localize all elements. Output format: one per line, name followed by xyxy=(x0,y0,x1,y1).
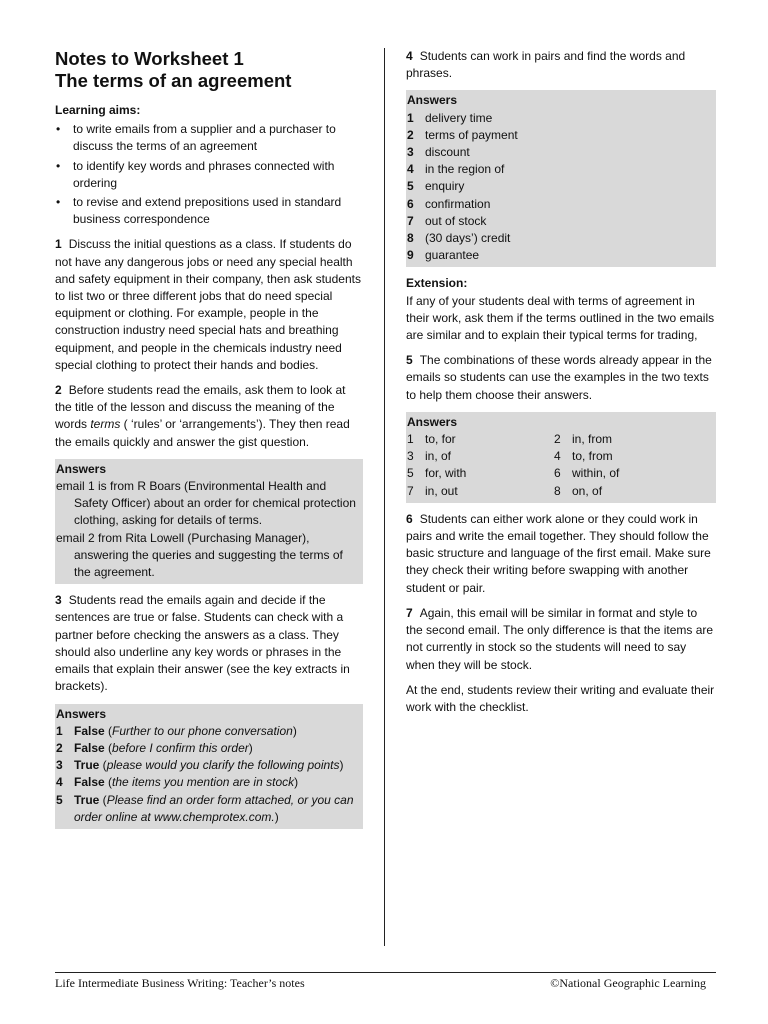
section-number: 3 xyxy=(55,593,62,608)
answer-value: True xyxy=(74,758,100,773)
section-text: The combinations of these words already appear in the emails so students can use the examples in the two texts to help them choose their answers. xyxy=(406,353,712,402)
answers-box-5 xyxy=(406,412,716,503)
answer-text: in, out xyxy=(425,483,458,498)
answer-number: 3 xyxy=(56,758,63,773)
aim-text: to identify key words and phrases connected with ordering xyxy=(73,158,335,190)
answer-text: in the region of xyxy=(425,162,505,177)
section-2-paragraph xyxy=(55,382,363,451)
answer-text: to, for xyxy=(425,432,456,447)
answer-row xyxy=(407,161,714,178)
answer-cell xyxy=(407,448,554,465)
answer-row xyxy=(407,483,714,500)
answer-extract: before I confirm this order xyxy=(112,740,249,755)
answers-box-4 xyxy=(406,90,716,267)
answer-number: 6 xyxy=(554,466,561,481)
answer-number: 8 xyxy=(407,231,414,246)
answer-email-1: email 1 is from R Boars (Environmental Health and Safety Officer) about an order for chemical protection clothing, asking for details of terms. xyxy=(56,479,356,528)
answers-heading: Answers xyxy=(56,706,107,721)
answer-row xyxy=(407,196,714,213)
answer-number: 1 xyxy=(407,110,414,125)
section-text: Students can work in pairs and find the words and phrases. xyxy=(406,49,686,81)
section-number: 1 xyxy=(55,237,62,252)
answer-text: in, from xyxy=(572,432,613,447)
answer-cell xyxy=(407,483,554,500)
section-number: 6 xyxy=(406,511,413,526)
answer-text: to, from xyxy=(572,449,613,464)
answer-number: 8 xyxy=(554,483,561,498)
bullet-icon: • xyxy=(56,122,61,137)
answer-number: 2 xyxy=(407,127,414,142)
answers-heading: Answers xyxy=(407,414,458,429)
closing-paragraph: At the end, students review their writing and evaluate their work with the checklist. xyxy=(406,682,715,714)
section-text: Students read the emails again and decide if the sentences are true or false. Students can check with a partner before checking the answers as a class. They should also underline any key words or phrases in the emails that explain their answer (see the key extracts in brackets). xyxy=(55,593,350,694)
answers-heading: Answers xyxy=(407,93,458,108)
answer-email-2: email 2 from Rita Lowell (Purchasing Manager), answering the queries and suggesting the terms of the agreement. xyxy=(56,530,343,580)
list-item xyxy=(55,194,363,228)
answer-number: 7 xyxy=(407,213,414,228)
answer-row xyxy=(407,431,714,448)
answer-number: 5 xyxy=(407,179,414,194)
section-number: 5 xyxy=(406,353,413,368)
answer-text: guarantee xyxy=(425,248,480,263)
section-4-paragraph xyxy=(406,48,716,82)
section-7-paragraph xyxy=(406,605,716,674)
answer-cell xyxy=(554,448,701,465)
answer-bracket: ) xyxy=(339,758,344,773)
answer-row xyxy=(407,178,714,195)
answer-text: delivery time xyxy=(425,110,493,125)
answers-heading: Answers xyxy=(56,461,107,476)
answer-extract: the items you mention are in stock xyxy=(112,775,295,790)
answer-cell xyxy=(554,465,701,482)
section-5-paragraph xyxy=(406,352,716,404)
answer-text: within, of xyxy=(572,466,620,481)
answer-value: False xyxy=(74,775,105,790)
title-line-2: The terms of an agreement xyxy=(55,70,292,91)
answer-bracket: ( xyxy=(104,775,113,790)
answer-row xyxy=(407,213,714,230)
answer-text: terms of payment xyxy=(425,127,518,142)
section-3-paragraph xyxy=(55,592,363,695)
answer-row xyxy=(407,110,714,127)
left-column xyxy=(55,48,363,837)
answer-text: in, of xyxy=(425,449,452,464)
extension-heading: Extension: xyxy=(406,276,468,291)
page-title xyxy=(55,48,363,92)
answer-text: enquiry xyxy=(425,179,465,194)
answer-number: 2 xyxy=(56,740,63,755)
section-number: 2 xyxy=(55,383,62,398)
answer-text: confirmation xyxy=(425,196,491,211)
answer-number: 3 xyxy=(407,145,414,160)
answer-row xyxy=(56,757,361,774)
answer-row xyxy=(407,144,714,161)
answer-row xyxy=(56,723,361,740)
answer-number: 9 xyxy=(407,248,414,263)
section-1-paragraph xyxy=(55,236,363,374)
answer-text: for, with xyxy=(425,466,467,481)
aim-text: to revise and extend prepositions used in standard business correspondence xyxy=(73,195,342,227)
section-text: ( ‘rules’ or ‘arrangements’). They then read the emails quickly and answer the gist question. xyxy=(55,417,350,449)
section-text: Before students read the emails, ask them to look at the title of the lesson and discuss the meaning of the words xyxy=(55,383,346,432)
answer-number: 1 xyxy=(56,723,63,738)
section-6-paragraph xyxy=(406,511,716,597)
section-number: 4 xyxy=(406,49,413,63)
answer-value: False xyxy=(74,723,105,738)
learning-aims-list xyxy=(55,121,363,228)
answer-bracket: ( xyxy=(99,758,107,773)
emphasis-term: terms xyxy=(90,417,121,432)
answer-bracket: ) xyxy=(294,775,299,790)
answer-number: 3 xyxy=(407,449,414,464)
answer-number: 5 xyxy=(56,792,63,807)
answer-row xyxy=(56,740,361,757)
answer-value: True xyxy=(74,792,100,807)
extension-paragraph: If any of your students deal with terms of agreement in their work, ask them if the terms outlined in the two emails are similar and to explain their typical terms for trading, xyxy=(406,293,715,343)
learning-aims-heading: Learning aims: xyxy=(55,103,141,117)
answer-bracket: ( xyxy=(104,740,113,755)
answer-text: (30 days’) credit xyxy=(425,231,511,246)
answer-number: 4 xyxy=(407,162,414,177)
answer-row xyxy=(56,774,361,791)
answer-row xyxy=(56,792,361,826)
answer-number: 6 xyxy=(407,196,414,211)
answer-number: 4 xyxy=(56,775,63,790)
answers-box-3 xyxy=(55,704,363,829)
answer-text: discount xyxy=(425,145,470,160)
section-text: Discuss the initial questions as a class. If students do not have any dangerous jobs or need any special health and safety equipment in their company, then ask students to list two or three different jobs that do need special equipment or clothing. For example, people in the construction industry need special hats and breathing equipment, and people in the chemicals industry need special clothing to protect their hands and bodies. xyxy=(55,237,361,372)
answer-number: 1 xyxy=(407,432,414,447)
answer-cell xyxy=(407,465,554,482)
bullet-icon: • xyxy=(56,158,61,173)
answer-row xyxy=(407,465,714,482)
footer-left-text: Life Intermediate Business Writing: Teacher’s notes xyxy=(55,976,305,990)
answer-number: 7 xyxy=(407,483,414,498)
title-line-1: Notes to Worksheet 1 xyxy=(55,48,244,69)
answer-bracket: ) xyxy=(274,809,279,824)
answer-bracket: ) xyxy=(292,723,297,738)
aim-text: to write emails from a supplier and a purchaser to discuss the terms of an agreement xyxy=(73,122,336,154)
list-item xyxy=(55,121,363,155)
answer-bracket: ( xyxy=(104,723,113,738)
column-divider xyxy=(384,48,385,946)
answer-text: out of stock xyxy=(425,213,487,228)
answer-row xyxy=(407,448,714,465)
answer-row xyxy=(407,247,714,264)
answer-row xyxy=(407,230,714,247)
section-number: 7 xyxy=(406,605,413,620)
answer-cell xyxy=(407,431,554,448)
answer-number: 2 xyxy=(554,432,561,447)
answer-text: on, of xyxy=(572,483,603,498)
answer-extract: Please find an order form attached, or you can order online at www.chemprotex.com. xyxy=(74,792,354,824)
answer-extract: please would you clarify the following points xyxy=(106,758,340,773)
bullet-icon: • xyxy=(56,195,61,210)
answer-bracket: ( xyxy=(99,792,107,807)
footer-copyright: ©National Geographic Learning xyxy=(550,976,706,990)
answer-extract: Further to our phone conversation xyxy=(112,723,293,738)
answer-cell xyxy=(554,483,701,500)
right-column xyxy=(406,48,716,724)
section-text: Students can either work alone or they could work in pairs and write the email together. They should follow the basic structure and language of the first email. Make sure they check their writing before swapping with another student or pair. xyxy=(406,511,711,595)
answer-bracket: ) xyxy=(248,740,253,755)
answer-cell xyxy=(554,431,701,448)
answers-box-2 xyxy=(55,459,363,584)
answer-value: False xyxy=(74,740,105,755)
footer-divider xyxy=(55,972,716,973)
answer-number: 5 xyxy=(407,466,414,481)
answer-row xyxy=(407,127,714,144)
answer-number: 4 xyxy=(554,449,561,464)
list-item xyxy=(55,158,363,192)
section-text: Again, this email will be similar in format and style to the second email. The only difference is that the items are not currently in stock so the students will need to say when they will be stock. xyxy=(406,605,714,672)
